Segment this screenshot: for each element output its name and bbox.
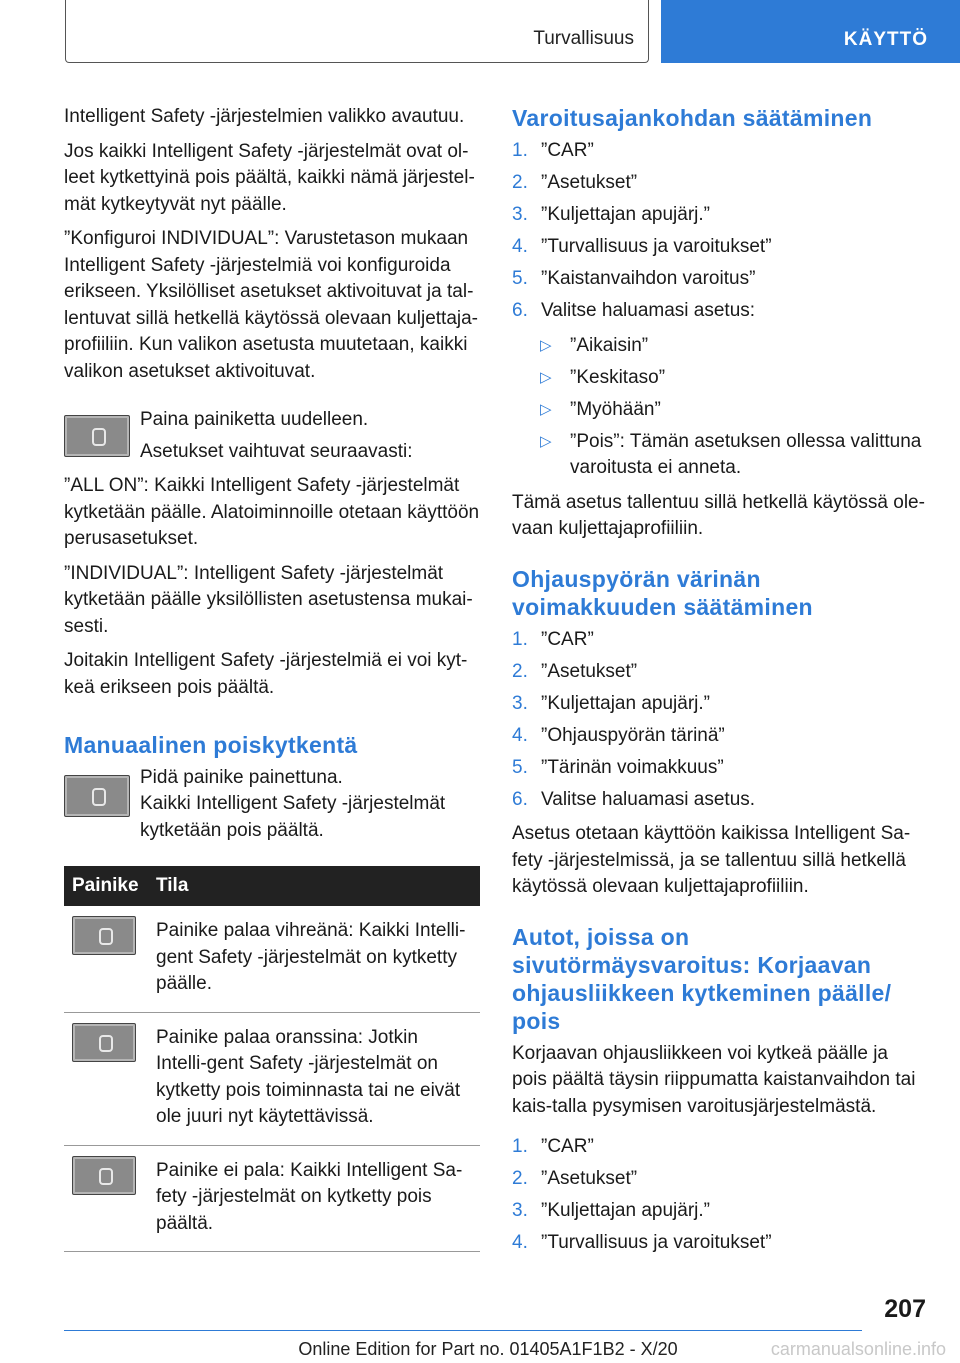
section-heading: Manuaalinen poiskytkentä (64, 732, 358, 758)
list-item (512, 691, 928, 718)
paragraph: ”Konfiguroi INDIVIDUAL”: Varustetason mukaan Intelligent Safety -järjestelmiä voi konfiguroida erikseen. Yksilölliset asetukset aktivoituvat ja tal-lentuvat sillä hetkellä käytössä olevaan kuljettaja-profiiliin. Kun valikon asetusta muutetaan, kaikki valikon asetukset aktivoituvat. (64, 228, 479, 382)
step-text: ”Turvallisuus ja varoitukset” (541, 236, 772, 257)
step-text: ”Kaistanvaihdon varoitus” (541, 268, 756, 289)
step-number: 2. (512, 660, 528, 682)
button-green-icon (72, 916, 136, 955)
chapter-title: KÄYTTÖ (843, 28, 928, 50)
table-header: Tila (148, 866, 480, 906)
step-text: Valitse haluamasi asetus. (541, 788, 756, 810)
step-number: 1. (512, 628, 528, 650)
step-number: 1. (512, 1136, 528, 1157)
list-item (512, 755, 928, 782)
table-row (64, 906, 480, 1012)
intelligent-safety-button-icon (64, 415, 130, 457)
step-number: 3. (512, 1200, 528, 1221)
step-number: 4. (512, 236, 528, 257)
list-item (512, 1230, 928, 1257)
button-status-table (64, 866, 480, 1252)
step-text: ”Kuljettajan apujärj.” (541, 1200, 710, 1221)
instruction-text: Pidä painike painettuna. (140, 767, 343, 788)
step-number: 5. (512, 268, 528, 289)
paragraph: Tämä asetus tallentuu sillä hetkellä käytössä ole-vaan kuljettajaprofiiliin. (512, 491, 925, 539)
list-item (512, 202, 928, 229)
step-number: 6. (512, 300, 528, 321)
button-instruction (64, 765, 480, 823)
step-number: 6. (512, 788, 528, 810)
status-text: Painike palaa oranssina: Jotkin Intelli-gent Safety -järjestelmät on kytketty pois toiminnasta tai ne eivät ole juuri nyt käytettävissä. (148, 1012, 480, 1145)
paragraph: Intelligent Safety -järjestelmien valikko avautuu. (64, 106, 465, 127)
paragraph: Joitakin Intelligent Safety -järjestelmiä ei voi kyt-keä erikseen pois päältä. (64, 650, 468, 698)
step-text: ”CAR” (541, 140, 594, 161)
list-item: ▷ ”Pois”: Tämän asetuksen ollessa valittuna varoitusta ei anneta. (512, 429, 928, 482)
steps-list (512, 627, 928, 814)
list-item (512, 266, 928, 293)
step-number: 4. (512, 724, 528, 746)
step-text: Valitse haluamasi asetus: (541, 300, 756, 321)
list-item (512, 298, 928, 325)
table-header: Painike (64, 866, 148, 906)
step-text: ”Kuljettajan apujärj.” (541, 204, 710, 225)
paragraph: Jos kaikki Intelligent Safety -järjestelmät ovat ol-leet kytkettyinä pois päältä, kaikki nämä järjestel-mät kytkeytyvät nyt päälle. (64, 140, 475, 215)
paragraph: Asetus otetaan käyttöön kaikissa Intelligent Sa-fety -järjestelmissä, ja se tallentuu sillä hetkellä käytössä olevaan kuljettajaprofiiliin. (512, 823, 911, 897)
intelligent-safety-button-icon (64, 775, 130, 817)
watermark: carmanualsonline.info (770, 1339, 946, 1359)
instruction-text: Asetukset vaihtuvat seuraavasti: (140, 440, 413, 462)
step-number: 5. (512, 756, 528, 778)
list-item (512, 170, 928, 197)
list-item (512, 787, 928, 814)
step-text: ”Tärinän voimakkuus” (541, 756, 724, 778)
footer-edition: Online Edition for Part no. 01405A1F1B2 - X/20 (298, 1339, 678, 1359)
left-column (64, 104, 480, 1252)
button-instruction (64, 407, 480, 465)
status-text: Painike palaa vihreänä: Kaikki Intelli-gent Safety -järjestelmät on kytketty päälle. (148, 906, 480, 1012)
footer-divider (64, 1330, 862, 1331)
list-item (512, 138, 928, 165)
step-text: ”Asetukset” (541, 172, 638, 193)
step-text: ”Kuljettajan apujärj.” (541, 692, 710, 714)
paragraph: ”INDIVIDUAL”: Intelligent Safety -järjestelmät kytketään päälle yksilöllisten asetustensa mukai-sesti. (64, 562, 473, 637)
paragraph: ”ALL ON”: Kaikki Intelligent Safety -järjestelmät kytketään päälle. Alatoiminnoille otetaan käyttöön perusasetukset. (64, 475, 480, 549)
section-heading: Varoitusajankohdan säätäminen (512, 105, 873, 131)
step-number: 1. (512, 140, 528, 161)
button-orange-icon (72, 1023, 136, 1062)
options-list (512, 333, 928, 482)
list-item (512, 1166, 928, 1193)
section-title: Turvallisuus (533, 27, 634, 49)
step-text: ”Ohjauspyörän tärinä” (541, 724, 725, 746)
right-column (512, 104, 928, 1265)
step-text: ”CAR” (541, 1136, 594, 1157)
list-item (512, 234, 928, 261)
step-number: 3. (512, 692, 528, 714)
step-number: 2. (512, 1168, 528, 1189)
header-chapter-tab (661, 0, 960, 63)
table-row (64, 1012, 480, 1145)
list-item: ▷ ”Aikaisin” (512, 333, 928, 360)
paragraph: Korjaavan ohjausliikkeen voi kytkeä päälle ja pois päältä täysin riippumatta kaistanvaihdon tai kais-talla pysymisen varoitusjärjestelmästä. (512, 1042, 916, 1117)
step-number: 2. (512, 172, 528, 193)
step-text: ”Turvallisuus ja varoitukset” (541, 1232, 772, 1253)
page-number: 207 (884, 1295, 926, 1323)
status-text: Painike ei pala: Kaikki Intelligent Sa-fety -järjestelmät on kytketty pois päältä. (148, 1145, 480, 1252)
list-item: ▷ ”Keskitaso” (512, 365, 928, 392)
button-off-icon (72, 1156, 136, 1195)
section-heading: Autot, joissa on sivutörmäysvaroitus: Korjaavan ohjausliikkeen kytkeminen päälle/ pois (512, 923, 892, 1034)
steps-list (512, 1134, 928, 1257)
steps-list (512, 138, 928, 325)
instruction-text: Kaikki Intelligent Safety -järjestelmät kytketään pois päältä. (140, 793, 446, 841)
header-section (65, 0, 649, 63)
step-text: ”CAR” (541, 628, 594, 650)
list-item (512, 1134, 928, 1161)
step-number: 4. (512, 1232, 528, 1253)
list-item (512, 659, 928, 686)
step-text: ”Asetukset” (541, 660, 638, 682)
list-item (512, 1198, 928, 1225)
list-item (512, 723, 928, 750)
list-item: ▷ ”Myöhään” (512, 397, 928, 424)
step-number: 3. (512, 204, 528, 225)
section-heading: Ohjauspyörän värinän voimakkuuden säätäminen (512, 565, 813, 620)
instruction-text: Paina painiketta uudelleen. (140, 409, 369, 430)
table-row (64, 1145, 480, 1252)
list-item (512, 627, 928, 654)
step-text: ”Asetukset” (541, 1168, 638, 1189)
